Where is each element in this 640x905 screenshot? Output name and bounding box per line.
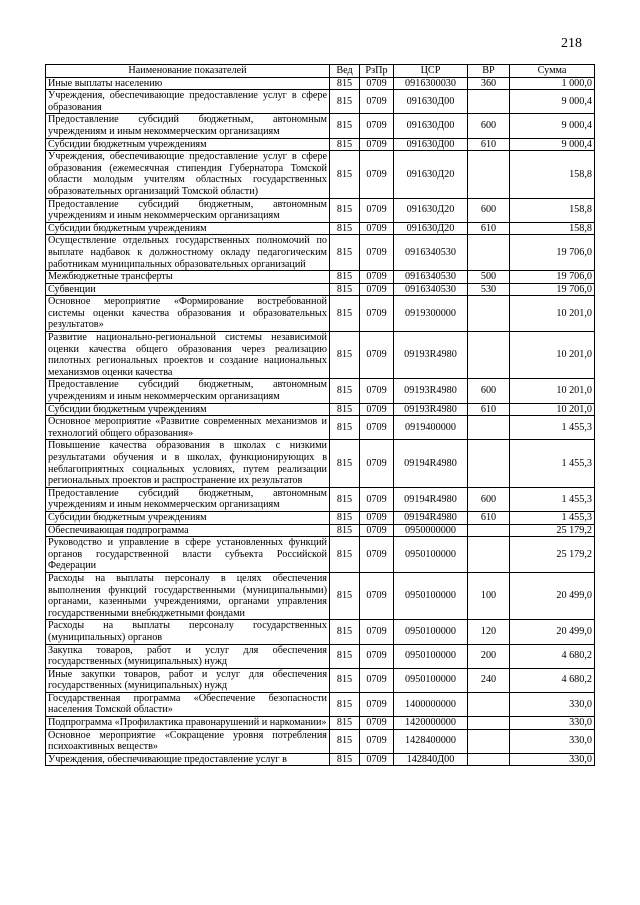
cell-csr: 09194R4980 (394, 511, 468, 524)
cell-rzpr: 0709 (360, 729, 394, 753)
cell-name: Государственная программа «Обеспечение безопасности населения Томской области» (46, 692, 330, 716)
cell-vr (468, 717, 510, 730)
cell-name: Учреждения, обеспечивающие предоставление услуг в сфере образования (ежемесячная стипендия Губернатора Томской области молодым учителям областных государственных образовательных организаций Томской области) (46, 151, 330, 198)
cell-rzpr: 0709 (360, 90, 394, 114)
cell-ved: 815 (330, 151, 360, 198)
budget-table (45, 64, 595, 766)
cell-rzpr: 0709 (360, 644, 394, 668)
cell-name: Подпрограмма «Профилактика правонарушений и наркомании» (46, 717, 330, 730)
header-csr: ЦСР (394, 65, 468, 78)
table-row (46, 729, 595, 753)
table-row (46, 222, 595, 235)
cell-rzpr: 0709 (360, 271, 394, 284)
table-row (46, 90, 595, 114)
cell-csr: 0950000000 (394, 524, 468, 537)
cell-csr: 0950100000 (394, 668, 468, 692)
header-sum: Сумма (510, 65, 595, 78)
cell-rzpr: 0709 (360, 416, 394, 440)
cell-rzpr: 0709 (360, 537, 394, 573)
cell-rzpr: 0709 (360, 151, 394, 198)
cell-vr (468, 524, 510, 537)
cell-vr (468, 692, 510, 716)
table-row (46, 403, 595, 416)
cell-name: Обеспечивающая подпрограмма (46, 524, 330, 537)
cell-sum: 9 000,4 (510, 90, 595, 114)
cell-name: Учреждения, обеспечивающие предоставление услуг в (46, 753, 330, 766)
header-ved: Вед (330, 65, 360, 78)
table-row (46, 416, 595, 440)
header-vr: ВР (468, 65, 510, 78)
cell-ved: 815 (330, 283, 360, 296)
cell-sum: 158,8 (510, 151, 595, 198)
cell-ved: 815 (330, 416, 360, 440)
cell-name: Предоставление субсидий бюджетным, автономным учреждениям и иным некоммерческим организациям (46, 114, 330, 138)
cell-vr (468, 296, 510, 332)
cell-vr: 610 (468, 222, 510, 235)
cell-rzpr: 0709 (360, 138, 394, 151)
cell-sum: 19 706,0 (510, 235, 595, 271)
header-rzpr: РзПр (360, 65, 394, 78)
cell-csr: 09193R4980 (394, 403, 468, 416)
cell-rzpr: 0709 (360, 332, 394, 379)
cell-ved: 815 (330, 271, 360, 284)
cell-sum: 158,8 (510, 222, 595, 235)
cell-csr: 09193R4980 (394, 332, 468, 379)
cell-vr (468, 332, 510, 379)
cell-ved: 815 (330, 77, 360, 90)
cell-csr: 0950100000 (394, 644, 468, 668)
cell-sum: 20 499,0 (510, 572, 595, 619)
cell-name: Основное мероприятие «Сокращение уровня потребления психоактивных веществ» (46, 729, 330, 753)
cell-name: Иные выплаты населению (46, 77, 330, 90)
cell-name: Основное мероприятие «Развитие современных механизмов и технологий общего образования» (46, 416, 330, 440)
cell-sum: 1 455,3 (510, 416, 595, 440)
cell-ved: 815 (330, 138, 360, 151)
cell-csr: 091630Д20 (394, 222, 468, 235)
table-body (46, 77, 595, 766)
cell-name: Предоставление субсидий бюджетным, автономным учреждениям и иным некоммерческим организациям (46, 379, 330, 403)
cell-ved: 815 (330, 222, 360, 235)
cell-sum: 25 179,2 (510, 537, 595, 573)
cell-sum: 330,0 (510, 729, 595, 753)
cell-name: Осуществление отдельных государственных полномочий по выплате надбавок к должностному окладу педагогическим работникам муниципальных образовательных организаций (46, 235, 330, 271)
cell-csr: 09194R4980 (394, 440, 468, 487)
cell-vr: 610 (468, 511, 510, 524)
cell-sum: 4 680,2 (510, 668, 595, 692)
cell-name: Расходы на выплаты персоналу государственных (муниципальных) органов (46, 620, 330, 644)
cell-name: Предоставление субсидий бюджетным, автономным учреждениям и иным некоммерческим организациям (46, 487, 330, 511)
cell-csr: 0950100000 (394, 572, 468, 619)
cell-ved: 815 (330, 537, 360, 573)
cell-vr (468, 729, 510, 753)
cell-vr: 600 (468, 114, 510, 138)
cell-rzpr: 0709 (360, 511, 394, 524)
cell-rzpr: 0709 (360, 296, 394, 332)
cell-name: Субсидии бюджетным учреждениям (46, 403, 330, 416)
cell-name: Руководство и управление в сфере установленных функций органов государственной власти субъекта Российской Федерации (46, 537, 330, 573)
cell-name: Развитие национально-региональной системы независимой оценки качества общего образования через реализацию пилотных региональных проектов и создание национальных механизмов оценки качества (46, 332, 330, 379)
cell-rzpr: 0709 (360, 283, 394, 296)
table-row (46, 753, 595, 766)
cell-sum: 1 455,3 (510, 511, 595, 524)
cell-vr (468, 90, 510, 114)
cell-rzpr: 0709 (360, 198, 394, 222)
cell-sum: 19 706,0 (510, 283, 595, 296)
cell-ved: 815 (330, 332, 360, 379)
header-name: Наименование показателей (46, 65, 330, 78)
cell-csr: 091630Д20 (394, 151, 468, 198)
cell-name: Иные закупки товаров, работ и услуг для обеспечения государственных (муниципальных) нужд (46, 668, 330, 692)
cell-name: Учреждения, обеспечивающие предоставление услуг в сфере образования (46, 90, 330, 114)
cell-vr: 600 (468, 487, 510, 511)
cell-ved: 815 (330, 729, 360, 753)
cell-ved: 815 (330, 511, 360, 524)
cell-rzpr: 0709 (360, 379, 394, 403)
cell-csr: 1428400000 (394, 729, 468, 753)
cell-rzpr: 0709 (360, 403, 394, 416)
table-row (46, 487, 595, 511)
cell-name: Межбюджетные трансферты (46, 271, 330, 284)
cell-csr: 0916340530 (394, 283, 468, 296)
cell-sum: 9 000,4 (510, 138, 595, 151)
table-row (46, 717, 595, 730)
table-row (46, 620, 595, 644)
cell-vr: 600 (468, 379, 510, 403)
cell-name: Субсидии бюджетным учреждениям (46, 222, 330, 235)
cell-ved: 815 (330, 644, 360, 668)
cell-csr: 091630Д20 (394, 198, 468, 222)
cell-sum: 4 680,2 (510, 644, 595, 668)
cell-vr (468, 440, 510, 487)
table-row (46, 572, 595, 619)
table-row (46, 440, 595, 487)
cell-vr: 530 (468, 283, 510, 296)
cell-vr: 500 (468, 271, 510, 284)
cell-csr: 091630Д00 (394, 114, 468, 138)
cell-sum: 20 499,0 (510, 620, 595, 644)
table-row (46, 537, 595, 573)
cell-rzpr: 0709 (360, 114, 394, 138)
cell-csr: 0916340530 (394, 271, 468, 284)
cell-vr: 120 (468, 620, 510, 644)
table-header-row (46, 65, 595, 78)
cell-sum: 1 455,3 (510, 487, 595, 511)
table-row (46, 138, 595, 151)
table-row (46, 198, 595, 222)
cell-ved: 815 (330, 235, 360, 271)
cell-csr: 0916340530 (394, 235, 468, 271)
cell-sum: 158,8 (510, 198, 595, 222)
cell-vr: 240 (468, 668, 510, 692)
table-row (46, 332, 595, 379)
cell-csr: 091630Д00 (394, 138, 468, 151)
cell-vr (468, 753, 510, 766)
cell-name: Расходы на выплаты персоналу в целях обеспечения выполнения функций государственными (муниципальными) органами, казенными учреждениями, органами управления государственными внебюджетными фондами (46, 572, 330, 619)
cell-rzpr: 0709 (360, 717, 394, 730)
cell-csr: 0919300000 (394, 296, 468, 332)
cell-name: Основное мероприятие «Формирование востребованной системы оценки качества образования и образовательных результатов» (46, 296, 330, 332)
cell-csr: 142840Д00 (394, 753, 468, 766)
cell-vr: 200 (468, 644, 510, 668)
cell-ved: 815 (330, 717, 360, 730)
cell-csr: 09193R4980 (394, 379, 468, 403)
cell-rzpr: 0709 (360, 440, 394, 487)
cell-name: Повышение качества образования в школах с низкими результатами обучения и в школах, функционирующих в неблагоприятных социальных условиях, путем реализации региональных проектов и распространение их результатов (46, 440, 330, 487)
table-row (46, 271, 595, 284)
cell-rzpr: 0709 (360, 620, 394, 644)
cell-vr: 600 (468, 198, 510, 222)
cell-ved: 815 (330, 90, 360, 114)
cell-vr (468, 416, 510, 440)
cell-csr: 091630Д00 (394, 90, 468, 114)
cell-ved: 815 (330, 114, 360, 138)
cell-rzpr: 0709 (360, 235, 394, 271)
cell-ved: 815 (330, 753, 360, 766)
cell-rzpr: 0709 (360, 487, 394, 511)
cell-ved: 815 (330, 668, 360, 692)
cell-rzpr: 0709 (360, 668, 394, 692)
cell-name: Субвенции (46, 283, 330, 296)
cell-vr: 610 (468, 138, 510, 151)
cell-sum: 330,0 (510, 717, 595, 730)
cell-sum: 10 201,0 (510, 379, 595, 403)
cell-csr: 0950100000 (394, 620, 468, 644)
cell-name: Субсидии бюджетным учреждениям (46, 138, 330, 151)
cell-vr: 360 (468, 77, 510, 90)
cell-ved: 815 (330, 572, 360, 619)
cell-ved: 815 (330, 487, 360, 511)
cell-ved: 815 (330, 692, 360, 716)
cell-rzpr: 0709 (360, 222, 394, 235)
table-row (46, 524, 595, 537)
cell-vr: 610 (468, 403, 510, 416)
table-row (46, 692, 595, 716)
cell-csr: 09194R4980 (394, 487, 468, 511)
cell-ved: 815 (330, 440, 360, 487)
cell-ved: 815 (330, 379, 360, 403)
table-row (46, 114, 595, 138)
cell-rzpr: 0709 (360, 524, 394, 537)
table-row (46, 283, 595, 296)
cell-csr: 1420000000 (394, 717, 468, 730)
cell-ved: 815 (330, 620, 360, 644)
cell-name: Закупка товаров, работ и услуг для обеспечения государственных (муниципальных) нужд (46, 644, 330, 668)
cell-csr: 0950100000 (394, 537, 468, 573)
table-row (46, 296, 595, 332)
cell-rzpr: 0709 (360, 572, 394, 619)
cell-csr: 1400000000 (394, 692, 468, 716)
table-row (46, 151, 595, 198)
cell-ved: 815 (330, 296, 360, 332)
cell-sum: 330,0 (510, 692, 595, 716)
cell-sum: 1 000,0 (510, 77, 595, 90)
cell-name: Субсидии бюджетным учреждениям (46, 511, 330, 524)
table-row (46, 379, 595, 403)
page-number: 218 (561, 36, 582, 51)
cell-sum: 10 201,0 (510, 403, 595, 416)
cell-rzpr: 0709 (360, 77, 394, 90)
cell-sum: 10 201,0 (510, 332, 595, 379)
cell-ved: 815 (330, 198, 360, 222)
cell-sum: 19 706,0 (510, 271, 595, 284)
table-row (46, 668, 595, 692)
cell-rzpr: 0709 (360, 692, 394, 716)
cell-sum: 25 179,2 (510, 524, 595, 537)
cell-sum: 330,0 (510, 753, 595, 766)
cell-vr (468, 537, 510, 573)
cell-csr: 0919400000 (394, 416, 468, 440)
cell-ved: 815 (330, 403, 360, 416)
table-row (46, 644, 595, 668)
cell-rzpr: 0709 (360, 753, 394, 766)
table-row (46, 77, 595, 90)
cell-vr: 100 (468, 572, 510, 619)
cell-name: Предоставление субсидий бюджетным, автономным учреждениям и иным некоммерческим организациям (46, 198, 330, 222)
cell-sum: 10 201,0 (510, 296, 595, 332)
cell-sum: 1 455,3 (510, 440, 595, 487)
cell-ved: 815 (330, 524, 360, 537)
cell-csr: 0916300030 (394, 77, 468, 90)
cell-vr (468, 151, 510, 198)
table-row (46, 235, 595, 271)
cell-sum: 9 000,4 (510, 114, 595, 138)
cell-vr (468, 235, 510, 271)
table-row (46, 511, 595, 524)
